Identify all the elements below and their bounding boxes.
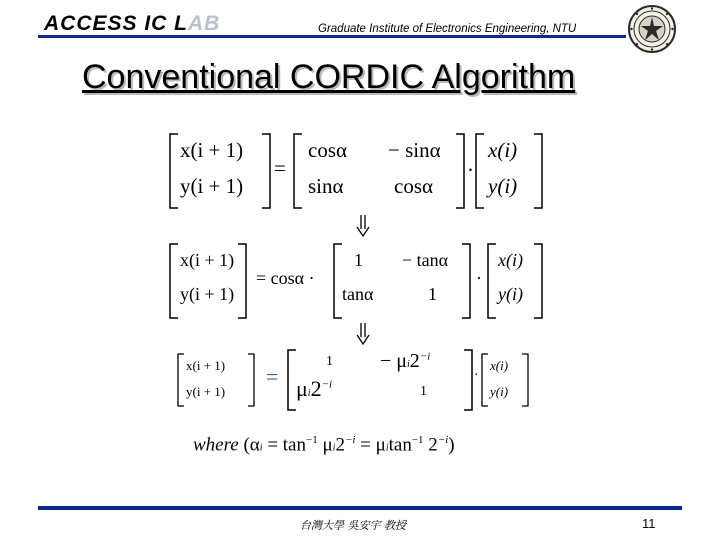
double-down-arrow-icon	[355, 322, 371, 346]
eq2-m12: − tanα	[402, 250, 449, 270]
eq2-m22: 1	[428, 284, 437, 304]
eq3-dot: ·	[474, 368, 479, 383]
eq1-lhs-top: x(i + 1)	[180, 138, 244, 162]
eq2-equals: = cosα ·	[256, 268, 315, 288]
where-clause	[193, 434, 455, 456]
where-sup2: −i	[344, 434, 356, 446]
eq2-lhs-top: x(i + 1)	[180, 250, 235, 270]
where-sub3: i	[385, 442, 389, 454]
eq3-m12	[380, 350, 430, 373]
eq2-rhs-bottom: y(i)	[498, 284, 523, 304]
eq1-rhs-bottom: y(i)	[488, 174, 518, 198]
eq1-m21: sinα	[308, 174, 344, 198]
eq3-equals: =	[266, 364, 279, 389]
double-down-arrow-icon	[355, 214, 371, 238]
eq3-m22: 1	[420, 384, 427, 399]
equation-shift-add-form	[166, 348, 548, 412]
eq3-m12-sub: i	[407, 359, 410, 370]
eq1-rhs-top: x(i)	[488, 138, 518, 162]
footer-rule	[38, 506, 682, 510]
eq3-lhs-bottom: y(i + 1)	[186, 384, 226, 399]
where-close: )	[448, 434, 455, 456]
slide-title: Conventional CORDIC Algorithm	[82, 58, 576, 96]
eq3-m21	[296, 376, 332, 402]
eq3-m11: 1	[326, 354, 333, 369]
equation-tangent-form	[166, 240, 548, 322]
where-sup3: −1	[411, 434, 424, 446]
institute-name: Graduate Institute of Electronics Engineering, NTU	[318, 23, 577, 35]
eq2-lhs-bottom: y(i + 1)	[180, 284, 235, 304]
where-sub2: i	[332, 442, 336, 454]
where-part2: μ	[317, 434, 333, 456]
where-word: where	[193, 434, 239, 456]
eq1-dot: ·	[467, 158, 474, 182]
eq3-m12-sup: −i	[419, 350, 431, 363]
where-open: (α	[243, 434, 260, 456]
eq3-rhs-bottom: y(i)	[490, 384, 509, 399]
where-part6: 2	[423, 434, 438, 456]
eq2-rhs-top: x(i)	[498, 250, 523, 270]
where-sub1: i	[259, 442, 263, 454]
eq3-m12-pre: − μ	[380, 350, 408, 372]
where-sup4: −i	[437, 434, 449, 446]
eq3-m21-sub: i	[307, 388, 311, 399]
lab-title-light: AB	[188, 12, 221, 35]
eq2-m11: 1	[354, 250, 363, 270]
where-part5: tan	[388, 434, 412, 456]
eq3-m12-base: 2	[409, 350, 420, 372]
header-rule	[38, 35, 626, 38]
eq1-equals: =	[274, 156, 286, 180]
eq3-m21-pre: μ	[296, 376, 308, 401]
page-number: 11	[642, 516, 656, 531]
where-part4: = μ	[355, 434, 386, 456]
eq1-m22: cosα	[394, 174, 433, 198]
eq3-rhs-top: x(i)	[490, 358, 509, 373]
where-part1: = tan	[262, 434, 306, 456]
eq2-m21: tanα	[342, 284, 374, 304]
eq3-m21-sup: −i	[321, 378, 333, 391]
footer-author: 台灣大學 吳安宇 教授	[300, 519, 406, 532]
lab-title	[44, 12, 220, 36]
where-part3: 2	[335, 434, 345, 456]
eq1-m12: − sinα	[388, 138, 441, 162]
eq2-dot: ·	[476, 268, 482, 288]
university-seal-icon	[627, 4, 677, 54]
lab-title-dark: ACCESS IC L	[44, 12, 189, 35]
where-sup1: −1	[306, 434, 318, 446]
equation-rotation-matrix	[166, 130, 548, 212]
eq1-lhs-bottom: y(i + 1)	[180, 174, 244, 198]
eq1-m11: cosα	[308, 138, 347, 162]
eq3-lhs-top: x(i + 1)	[186, 358, 226, 373]
eq3-m21-base: 2	[310, 376, 322, 401]
